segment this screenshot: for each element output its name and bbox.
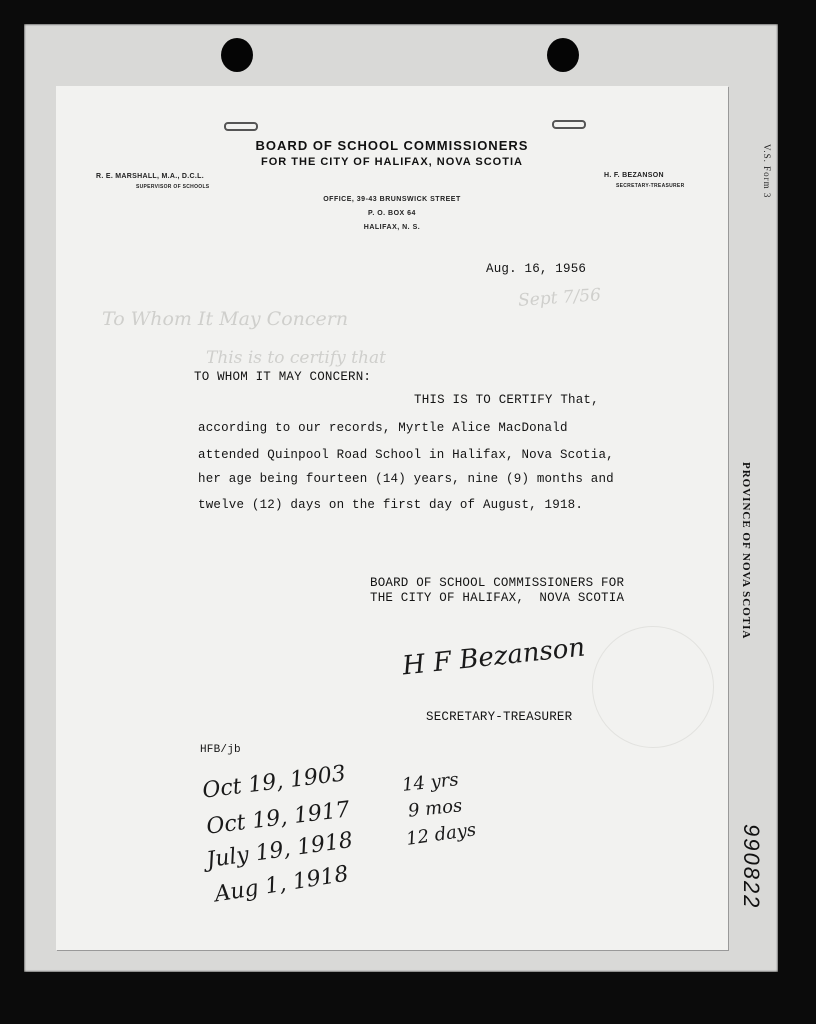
embossed-seal	[592, 626, 714, 748]
body-line: according to our records, Myrtle Alice MacDonald	[198, 421, 568, 435]
handwritten-date: Oct 19, 1903	[201, 761, 348, 804]
handwritten-duration: 12 days	[404, 819, 478, 850]
handwritten-date: Aug 1, 1918	[212, 861, 351, 908]
closing-line: BOARD OF SCHOOL COMMISSIONERS FOR	[370, 576, 625, 590]
form-label: V.S. Form 3	[762, 144, 772, 199]
letter-date: Aug. 16, 1956	[486, 262, 587, 276]
punch-hole-right	[547, 38, 579, 72]
handwritten-duration: 9 mos	[407, 795, 464, 822]
registration-number: 990822	[739, 824, 764, 910]
signature: H F Bezanson	[400, 632, 587, 682]
body-line: twelve (12) days on the first day of August, 1918.	[198, 498, 584, 512]
staple-right	[552, 120, 586, 129]
office-po-box: P. O. BOX 64	[368, 210, 416, 217]
letterhead-subtitle: FOR THE CITY OF HALIFAX, NOVA SCOTIA	[261, 156, 523, 168]
letter-sheet	[56, 86, 728, 950]
salutation: TO WHOM IT MAY CONCERN:	[194, 370, 372, 384]
closing-line: THE CITY OF HALIFAX, NOVA SCOTIA	[370, 591, 625, 605]
signer-title: SECRETARY-TREASURER	[426, 710, 573, 724]
handwritten-date: Oct 19, 1917	[205, 797, 352, 840]
supervisor-name: R. E. MARSHALL, M.A., D.C.L.	[96, 173, 204, 180]
punch-hole-left	[221, 38, 253, 72]
handwritten-date: July 19, 1918	[204, 827, 355, 874]
body-line: her age being fourteen (14) years, nine (9) months and	[198, 472, 614, 486]
office-city: HALIFAX, N. S.	[363, 224, 421, 231]
handwritten-duration: 14 yrs	[401, 769, 460, 796]
bleed-through-text: Sept 7/56	[517, 285, 602, 311]
staple-left	[224, 122, 258, 131]
office-address: OFFICE, 39-43 BRUNSWICK STREET	[323, 196, 461, 203]
bleed-through-text: To Whom It May Concern	[102, 308, 349, 330]
supervisor-role: SUPERVISOR OF SCHOOLS	[136, 184, 210, 190]
province-label: PROVINCE OF NOVA SCOTIA	[740, 462, 752, 640]
letterhead-title: BOARD OF SCHOOL COMMISSIONERS	[255, 138, 529, 153]
secretary-name: H. F. BEZANSON	[604, 172, 664, 179]
body-line: THIS IS TO CERTIFY That,	[414, 393, 599, 407]
typist-initials: HFB/jb	[200, 744, 241, 756]
body-line: attended Quinpool Road School in Halifax, Nova Scotia,	[198, 448, 614, 462]
bleed-through-text: This is to certify that	[206, 348, 386, 368]
secretary-role: SECRETARY-TREASURER	[616, 183, 685, 189]
